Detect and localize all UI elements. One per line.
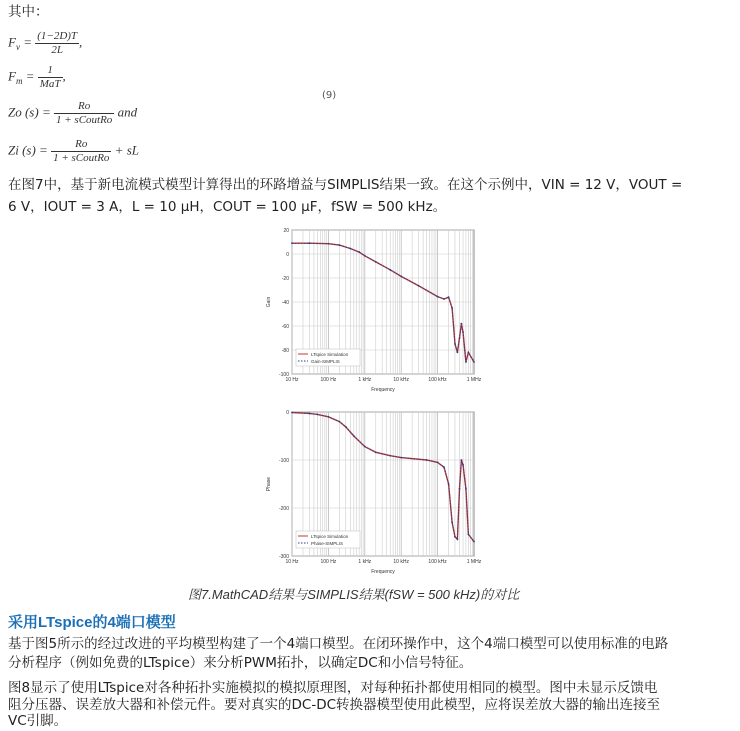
data-point xyxy=(467,352,469,354)
y-tick-label: -200 xyxy=(278,506,289,512)
paragraph-2-line-2: 分析程序（例如免费的LTspice）来分析PWM拓扑，以确定DC和小信号特征。 xyxy=(8,655,473,671)
data-point xyxy=(443,466,445,468)
data-point xyxy=(459,488,461,490)
data-point xyxy=(460,459,462,461)
x-axis-label: Frequency xyxy=(371,387,395,393)
data-point xyxy=(364,255,366,257)
data-point xyxy=(437,462,439,464)
legend-entry: LTspice Simulation xyxy=(311,352,349,357)
data-point xyxy=(291,412,293,414)
equation-number: (9) xyxy=(322,90,337,101)
data-point xyxy=(454,343,456,345)
data-point xyxy=(308,242,310,244)
data-point xyxy=(364,446,366,448)
x-tick-label: 10 kHz xyxy=(393,559,409,565)
legend-entry: Phase-SIMPLIS xyxy=(311,541,344,546)
data-point xyxy=(462,464,464,466)
y-axis-label: Phase xyxy=(266,476,272,492)
data-point xyxy=(426,459,428,461)
y-tick-label: -60 xyxy=(281,324,289,330)
y-tick-label: 0 xyxy=(286,252,289,258)
y-tick-label: -20 xyxy=(281,276,289,282)
data-point xyxy=(443,298,445,300)
equation-zi: Zi (s) = $\frac{Ro}{\text{1 + sCoutRo}}$ + sL xyxy=(8,138,139,164)
paragraph-3-line-3: VC引脚。 xyxy=(8,713,68,729)
data-point xyxy=(375,261,377,263)
paragraph-3-line-2: 阻分压器、误差放大器和补偿元件。要对真实的DC-DC转换器模型使用此模型，应将误差放大器的输出连接至 xyxy=(8,697,661,713)
paragraph-2-line-1: 基于图5所示的经过改进的平均模型构建了一个4端口模型。在闭环操作中，这个4端口模型可以使用标准的电路 xyxy=(8,636,669,652)
phase-chart xyxy=(262,406,482,578)
data-point xyxy=(465,488,467,490)
data-point xyxy=(358,251,360,253)
section-heading: 采用LTspice的4端口模型 xyxy=(8,614,176,631)
x-tick-label: 1 MHz xyxy=(466,377,482,383)
x-axis-label: Frequency xyxy=(371,569,395,575)
x-tick-label: 100 Hz xyxy=(320,559,337,565)
x-tick-label: 100 kHz xyxy=(428,559,447,565)
data-point xyxy=(317,414,319,416)
y-tick-label: -100 xyxy=(278,372,289,378)
data-point xyxy=(389,455,391,457)
figure-caption: 图7.MathCAD结果与SIMPLIS结果(fSW = 500 kHz)的对比 xyxy=(188,587,520,602)
data-point xyxy=(473,361,475,363)
data-point xyxy=(338,244,340,246)
data-point xyxy=(448,296,450,298)
paragraph-1-line-2: 6 V，IOUT = 3 A，L = 10 μH，COUT = 100 μF，fSW = 500 kHz。 xyxy=(8,199,447,215)
data-point xyxy=(448,483,450,485)
paragraph-3-line-1: 图8显示了使用LTspice对各种拓扑实施模拟的模拟原理图，对每种拓扑都使用相同的模型。图中未显示反馈电 xyxy=(8,680,658,696)
legend-entry: Gain-SIMPLIS xyxy=(311,359,340,364)
data-point xyxy=(437,296,439,298)
paragraph-1-line-1: 在图7中，基于新电流模式模型计算得出的环路增益与SIMPLIS结果一致。在这个示例中，VIN = 12 V，VOUT = xyxy=(8,177,683,193)
data-point xyxy=(349,248,351,250)
data-point xyxy=(338,421,340,423)
data-point xyxy=(465,361,467,363)
equation-zo: Zo (s) = $\frac{Ro}{\text{1 + sCoutRo}}$ and xyxy=(8,100,138,126)
intro-label: 其中： xyxy=(8,4,49,20)
data-point xyxy=(473,541,475,543)
y-tick-label: -300 xyxy=(278,554,289,560)
data-point xyxy=(308,413,310,415)
x-tick-label: 100 kHz xyxy=(428,377,447,383)
x-tick-label: 10 Hz xyxy=(285,559,299,565)
data-point xyxy=(328,416,330,418)
data-point xyxy=(345,426,347,428)
y-tick-label: -80 xyxy=(281,348,289,354)
equation-fm: $F_m$ = $\frac{1}{\text{MaT}}$ , xyxy=(8,64,66,90)
x-tick-label: 10 Hz xyxy=(285,377,299,383)
y-tick-label: 20 xyxy=(283,228,289,234)
data-point xyxy=(457,538,459,540)
legend-entry: LTspice Simulation xyxy=(311,534,349,539)
y-tick-label: 0 xyxy=(286,410,289,416)
data-point xyxy=(400,457,402,459)
data-point xyxy=(418,285,420,287)
y-axis-label: Gain xyxy=(266,296,272,308)
data-point xyxy=(467,534,469,536)
data-point xyxy=(460,323,462,325)
data-point xyxy=(457,352,459,354)
equation-fv: $F_v$ = $\frac{(1-2D)T}{2L}$ , xyxy=(8,30,83,56)
data-point xyxy=(291,242,293,244)
x-tick-label: 1 kHz xyxy=(358,377,372,383)
y-tick-label: -100 xyxy=(278,458,289,464)
x-tick-label: 1 MHz xyxy=(466,559,482,565)
y-tick-label: -40 xyxy=(281,300,289,306)
x-tick-label: 10 kHz xyxy=(393,377,409,383)
data-point xyxy=(353,435,355,437)
data-point xyxy=(462,331,464,333)
gain-chart xyxy=(262,224,482,396)
data-point xyxy=(389,269,391,271)
data-point xyxy=(451,522,453,524)
data-point xyxy=(459,337,461,339)
data-point xyxy=(400,276,402,278)
x-tick-label: 100 Hz xyxy=(320,377,337,383)
data-point xyxy=(328,243,330,245)
x-tick-label: 1 kHz xyxy=(358,559,372,565)
data-point xyxy=(454,536,456,538)
data-point xyxy=(451,307,453,309)
data-point xyxy=(375,451,377,453)
